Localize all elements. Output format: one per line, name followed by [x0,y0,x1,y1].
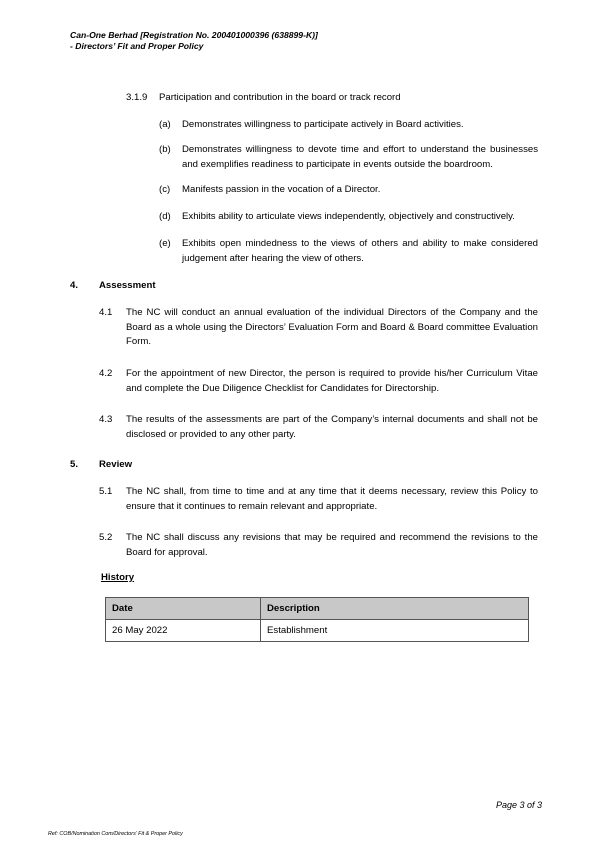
item-text: Exhibits open mindedness to the views of others and ability to make considered judgement after hearing the view of others. [182,238,538,264]
clause-number: 4.1 [99,307,113,318]
clause-number: 3.1.9 [126,92,148,103]
section-number: 5. [70,459,79,470]
section-heading: Assessment [99,280,156,291]
clause-number: 5.2 [99,532,113,543]
item-label: (d) [159,211,171,222]
clause-title: Participation and contribution in the board or track record [159,92,401,103]
table-header-row [106,598,529,620]
clause-text: The NC will conduct an annual evaluation of the individual Directors of the Company and the Board as a whole using the Directors’ Evaluation Form and Board & Board committee Evaluation Form. [126,307,538,348]
item-text: Demonstrates willingness to participate actively in Board activities. [182,119,464,130]
clause-text: The results of the assessments are part of the Company’s internal documents and shall not be disclosed or provided to any other party. [126,414,538,440]
clause-text: For the appointment of new Director, the person is required to provide his/her Curriculum Vitae and complete the Due Diligence Checklist for Candidates for Directorship. [126,368,538,394]
table-row [106,620,529,642]
history-table [105,597,529,642]
clause-number: 4.3 [99,414,113,425]
doc-header-line1: Can-One Berhad [Registration No. 200401000396 (638899-K)] [70,30,318,40]
cell-description: Establishment [261,620,529,642]
item-label: (a) [159,119,171,130]
cell-date: 26 May 2022 [106,620,261,642]
item-label: (e) [159,238,171,249]
footer-reference: Ref: COB/Nomination Com/Directors’ Fit & Proper Policy [48,831,183,837]
item-label: (c) [159,184,171,195]
item-text: Exhibits ability to articulate views independently, objectively and constructively. [182,211,515,222]
section-number: 4. [70,280,79,291]
history-heading: History [101,572,135,583]
doc-header-line2: - Directors’ Fit and Proper Policy [70,41,204,51]
item-label: (b) [159,144,171,155]
item-text: Manifests passion in the vocation of a Director. [182,184,381,195]
clause-text: The NC shall discuss any revisions that may be required and recommend the revisions to the Board for approval. [126,532,538,558]
clause-number: 5.1 [99,486,113,497]
column-header-description: Description [261,598,529,620]
clause-text: The NC shall, from time to time and at any time that it deems necessary, review this Policy to ensure that it continues to remain relevant and appropriate. [126,486,538,512]
section-heading: Review [99,459,133,470]
column-header-date: Date [106,598,261,620]
page-number: Page 3 of 3 [495,800,542,810]
item-text: Demonstrates willingness to devote time and effort to understand the businesses and exemplifies readiness to participate in events outside the boardroom. [182,144,538,170]
clause-number: 4.2 [99,368,113,379]
